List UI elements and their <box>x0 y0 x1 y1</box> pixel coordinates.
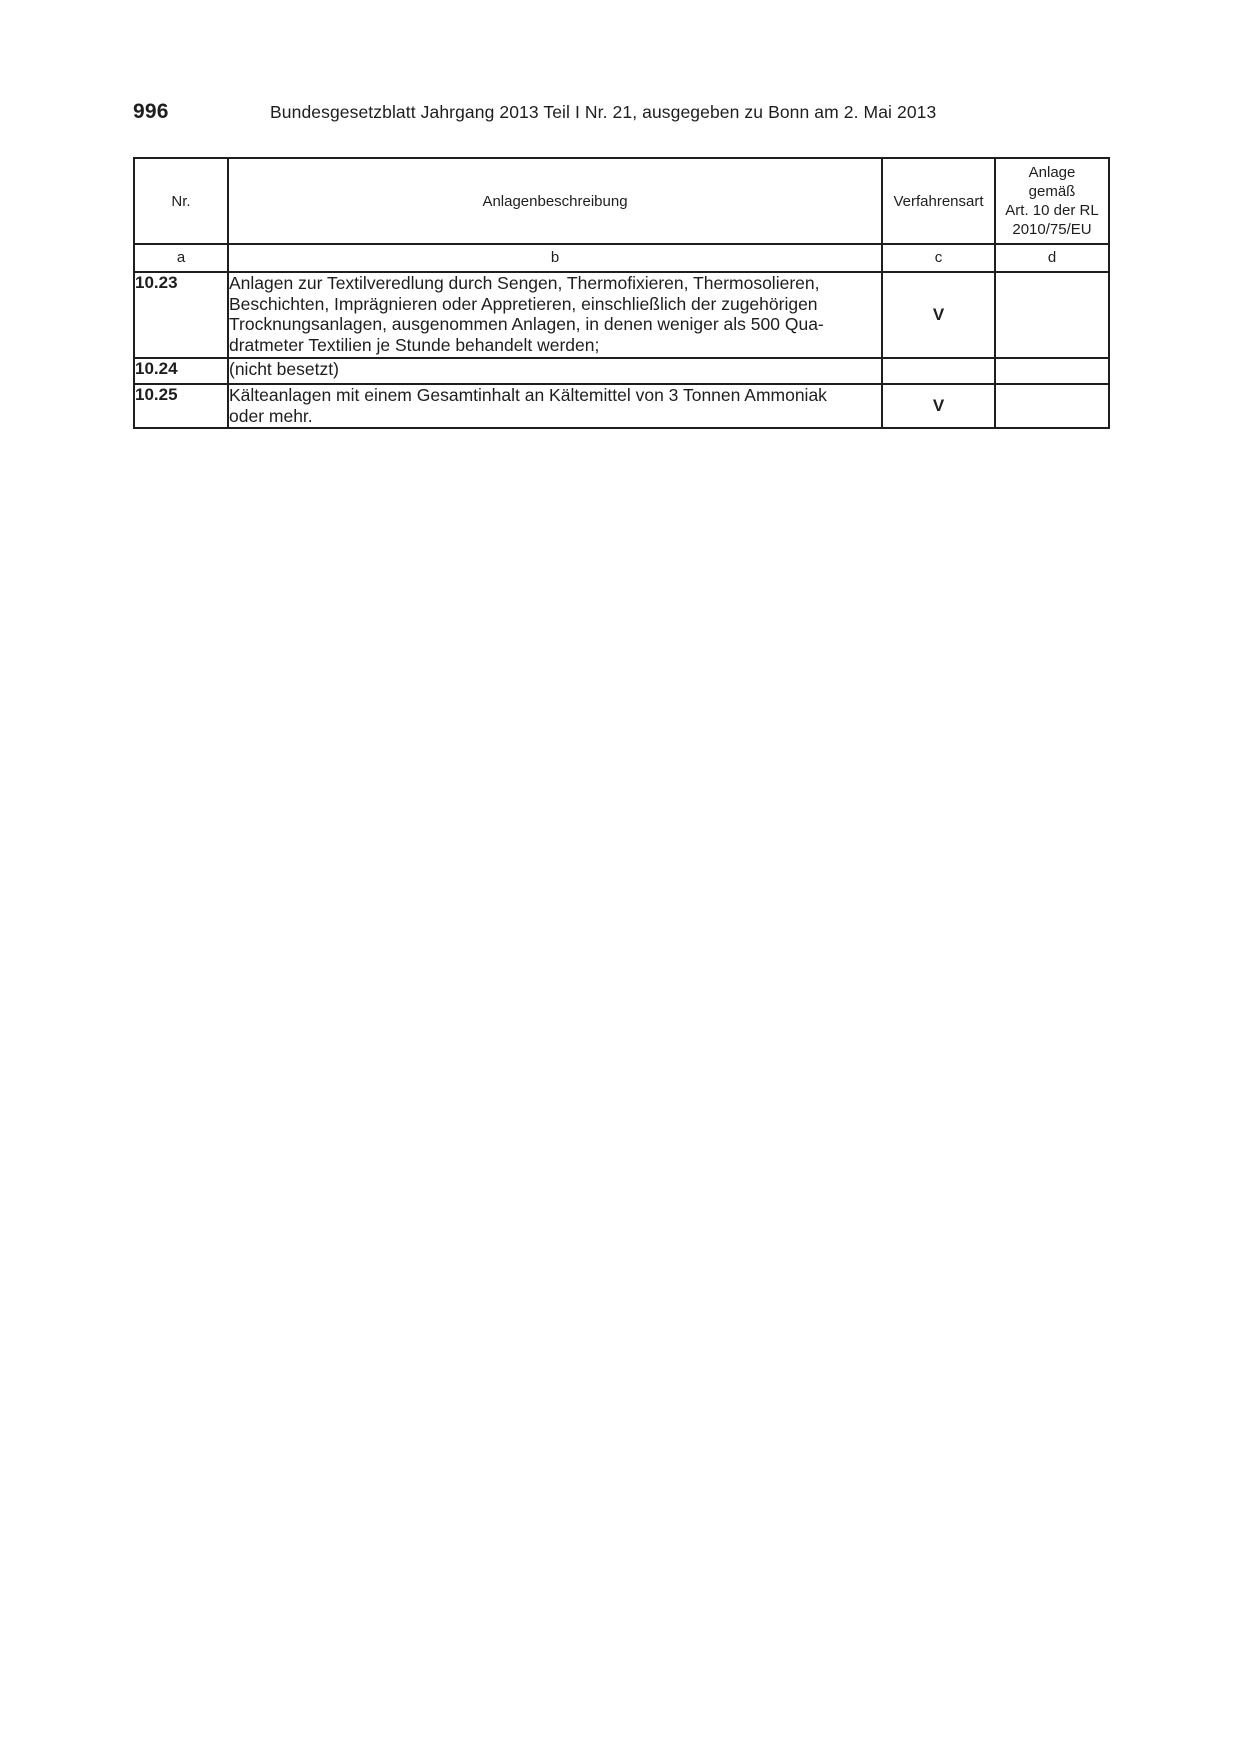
row-annex <box>995 272 1109 358</box>
description-line: Beschichten, Imprägnieren oder Appretieren, einschließlich der zugehörigen <box>229 293 818 314</box>
row-number: 10.25 <box>134 384 228 428</box>
table-row <box>134 272 1109 358</box>
description-line: Anlagen zur Textilveredlung durch Sengen, Thermofixieren, Thermosolieren, <box>229 273 820 293</box>
row-description <box>228 384 882 428</box>
row-annex <box>995 384 1109 428</box>
installations-table <box>133 157 1110 429</box>
row-description <box>228 272 882 358</box>
row-annex <box>995 358 1109 384</box>
header-annex-line: Art. 10 der RL <box>1005 202 1099 219</box>
column-letter-a: a <box>134 244 228 272</box>
row-number: 10.23 <box>134 272 228 358</box>
row-procedure: V <box>882 272 995 358</box>
header-annex-line: Anlage <box>1028 164 1076 181</box>
description-line: (nicht besetzt) <box>229 359 339 379</box>
description-line: Trocknungsanlagen, ausgenommen Anlagen, in denen weniger als 500 Qua- <box>229 314 824 334</box>
header-description: Anlagenbeschreibung <box>228 158 882 244</box>
row-procedure: V <box>882 384 995 428</box>
column-letter-row <box>134 244 1109 272</box>
row-procedure <box>882 358 995 384</box>
description-line: oder mehr. <box>229 405 313 426</box>
table-row <box>134 384 1109 428</box>
header-annex-line: 2010/75/EU <box>1012 221 1092 238</box>
column-letter-d: d <box>995 244 1109 272</box>
header-nr: Nr. <box>134 158 228 244</box>
header-procedure: Verfahrensart <box>882 158 995 244</box>
row-description <box>228 358 882 384</box>
header-annex-line: gemäß <box>1028 183 1076 200</box>
row-number: 10.24 <box>134 358 228 384</box>
table-header-row <box>134 158 1109 244</box>
header-annex <box>995 158 1109 244</box>
column-letter-c: c <box>882 244 995 272</box>
column-letter-b: b <box>228 244 882 272</box>
running-header-title: Bundesgesetzblatt Jahrgang 2013 Teil I Nr. 21, ausgegeben zu Bonn am 2. Mai 2013 <box>270 102 937 122</box>
description-line: dratmeter Textilien je Stunde behandelt werden; <box>229 334 600 355</box>
page-number: 996 <box>133 100 169 123</box>
description-line: Kälteanlagen mit einem Gesamtinhalt an Kältemittel von 3 Tonnen Ammoniak <box>229 385 827 405</box>
table-row <box>134 358 1109 384</box>
